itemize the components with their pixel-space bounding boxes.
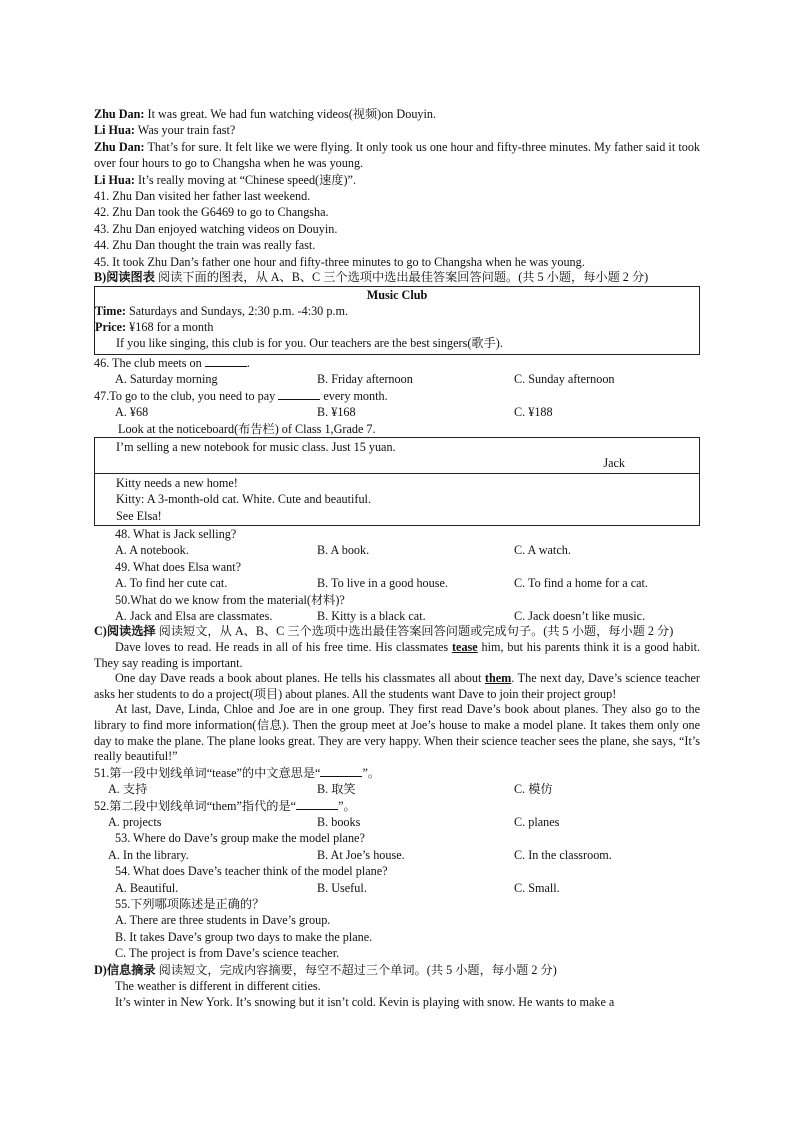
music-club-title: Music Club	[366, 287, 428, 302]
passage-paragraph-2: One day Dave reads a book about planes. He tells his classmates all about them. The next day, Dave’s science teacher asks her students to do a project(项目) about planes. All the students want Dave to join their project group!	[94, 671, 700, 701]
exam-page	[94, 106, 700, 1011]
club-note: If you like singing, this club is for you. Our teachers are the best singers(歌手).	[116, 336, 503, 351]
section-b-heading: B)阅读图表 阅读下面的图表，从 A、B、C 三个选项中选出最佳答案回答问题。(共 5 小题，每小题 2 分)	[94, 270, 649, 285]
question-46: 46. The club meets on .	[94, 355, 250, 370]
question-52: 52.第二段中划线单词“them”指代的是“ ”。	[94, 798, 356, 813]
section-d-paragraph-2: It’s winter in New York. It’s snowing but it isn’t cold. Kevin is playing with snow. He wants to make a	[115, 995, 615, 1010]
underlined-word-them: them	[484, 671, 512, 686]
noticeboard-box	[94, 437, 700, 526]
options-51: A. 支持 B. 取笑 C. 模仿	[108, 782, 553, 797]
question-51: 51.第一段中划线单词“tease”的中文意思是“ ”。	[94, 765, 381, 780]
options-52: A. projects B. books C. planes	[108, 814, 560, 829]
dialogue-line: Li Hua: It’s really moving at “Chinese speed(速度)”.	[94, 172, 356, 187]
options-47: A. ¥68 B. ¥168 C. ¥188	[115, 405, 553, 420]
options-49: A. To find her cute cat. B. To live in a good house. C. To find a home for a cat.	[115, 576, 648, 591]
options-50: A. Jack and Elsa are classmates. B. Kitty is a black cat. C. Jack doesn’t like music.	[115, 608, 646, 623]
option-55-c: C. The project is from Dave’s science teacher.	[115, 946, 340, 961]
answer-blank	[320, 765, 362, 777]
music-club-box	[94, 286, 700, 355]
underlined-word-tease: tease	[452, 639, 478, 654]
notice-signature: Jack	[603, 456, 625, 471]
answer-blank	[296, 798, 338, 810]
statement-43: 43. Zhu Dan enjoyed watching videos on Douyin.	[94, 221, 338, 236]
dialogue-line: Zhu Dan: That’s for sure. It felt like we were flying. It only took us one hour and fifty-three minutes. My father said it took over four hours to go to Changsha when he was young.	[94, 139, 701, 171]
dialogue-line: Li Hua: Was your train fast?	[94, 123, 236, 138]
passage-paragraph-3: At last, Dave, Linda, Chloe and Joe are in one group. They first read Dave’s book about planes. They also go to the library to find more information(信息). Then the group meet at Joe’s house to make a model plane. It takes them only one day to make the plane. The plane looks great. They are very happy. When their science teacher sees the plane, she says, “It’s really beautiful!”	[94, 702, 700, 764]
dialogue-line: Zhu Dan: It was great. We had fun watching videos(视频)on Douyin.	[94, 107, 437, 121]
options-54: A. Beautiful. B. Useful. C. Small.	[115, 880, 560, 895]
statement-44: 44. Zhu Dan thought the train was really fast.	[94, 238, 316, 253]
option-55-a: A. There are three students in Dave’s group.	[115, 913, 331, 928]
question-49: 49. What does Elsa want?	[115, 559, 242, 574]
club-time: Time: Saturdays and Sundays, 2:30 p.m. -4:30 p.m.	[95, 303, 348, 318]
passage-paragraph-1: Dave loves to read. He reads in all of his free time. His classmates tease him, but his parents think it is a good habit. They say reading is important.	[94, 639, 701, 670]
options-53: A. In the library. B. At Joe’s house. C. In the classroom.	[108, 847, 612, 862]
statement-41: 41. Zhu Dan visited her father last weekend.	[94, 189, 311, 204]
answer-blank	[278, 388, 320, 400]
question-53: 53. Where do Dave’s group make the model plane?	[115, 831, 365, 846]
notice-elsa: Kitty needs a new home! Kitty: A 3-month-old cat. White. Cute and beautiful. See Elsa!	[95, 473, 699, 525]
section-d-heading: D)信息摘录 阅读短文，完成内容摘要，每空不超过三个单词。(共 5 小题，每小题 2 分)	[94, 962, 557, 977]
options-46: A. Saturday morning B. Friday afternoon C. Sunday afternoon	[115, 372, 615, 387]
question-55: 55.下列哪项陈述是正确的？	[115, 896, 265, 911]
answer-blank	[205, 355, 247, 367]
question-54: 54. What does Dave’s teacher think of the model plane?	[115, 864, 388, 879]
statement-45: 45. It took Zhu Dan’s father one hour and fifty-three minutes to go to Changsha when he was young.	[94, 254, 585, 269]
question-50: 50.What do we know from the material(材料)?	[115, 592, 345, 607]
statement-42: 42. Zhu Dan took the G6469 to go to Changsha.	[94, 205, 329, 220]
section-d-paragraph-1: The weather is different in different cities.	[115, 979, 321, 993]
section-c-heading: C)阅读选择 阅读短文，从 A、B、C 三个选项中选出最佳答案回答问题或完成句子。(共 5 小题，每小题 2 分)	[94, 624, 674, 639]
question-47: 47.To go to the club, you need to pay every month.	[94, 388, 388, 403]
options-48: A. A notebook. B. A book. C. A watch.	[115, 543, 571, 558]
notice-jack: I’m selling a new notebook for music class. Just 15 yuan. Jack	[95, 438, 699, 473]
notice-intro: Look at the noticeboard(布告栏) of Class 1,Grade 7.	[118, 421, 376, 436]
club-price: Price: ¥168 for a month	[95, 320, 214, 335]
option-55-b: B. It takes Dave’s group two days to make the plane.	[115, 929, 373, 944]
question-48: 48. What is Jack selling?	[115, 526, 237, 541]
